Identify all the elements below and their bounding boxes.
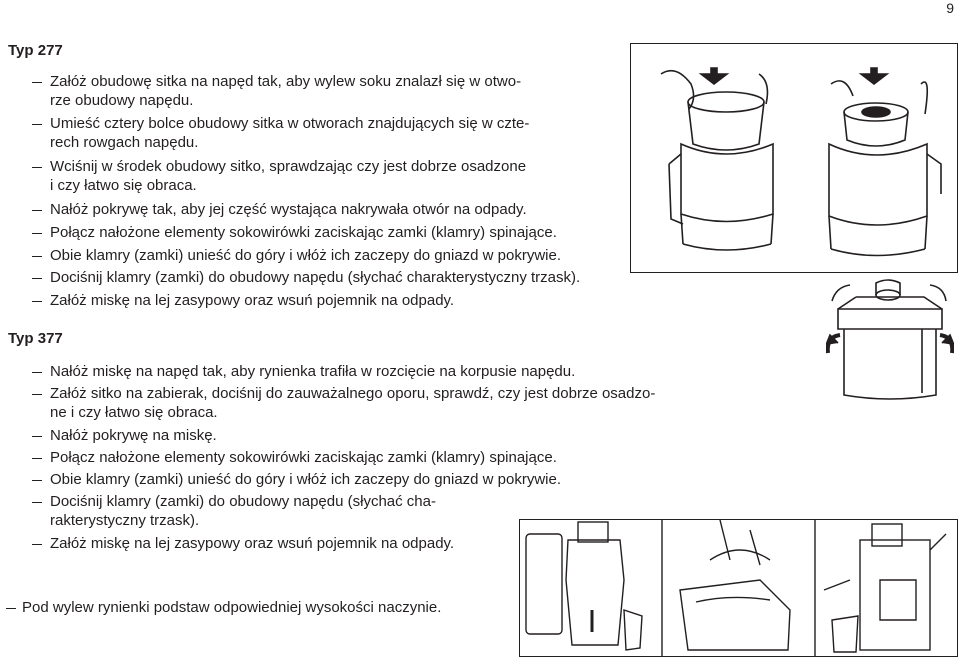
list-item-line: Połącz nałożone elementy sokowirówki zaciskając zamki (klamry) spinające. [50,224,557,241]
list-item-line: Obie klamry (zamki) unieść do góry i włóż ich zaczepy do gniazd w pokrywie. [50,247,562,264]
final-list-item: Pod wylew rynienki podstaw odpowiedniej wysokości naczynie. [22,599,442,616]
list-dash [32,82,42,83]
list-dash [32,210,42,211]
juicer-photos-illustration [520,520,957,656]
list-dash [32,167,42,168]
list-dash [32,458,42,459]
list-item-line: Nałóż pokrywę na miskę. [50,427,217,444]
list-dash [32,480,42,481]
list-item-line: Nałóż miskę na napęd tak, aby rynienka trafiła w rozcięcie na korpusie napędu. [50,363,576,380]
section-heading-typ-377: Typ 377 [8,330,63,347]
list-item-line: i czy łatwo się obraca. [50,177,197,194]
list-item-line: Załóż sitko na zabierak, dociśnij do zauważalnego oporu, sprawdź, czy jest dobrze osadzo- [50,385,656,402]
list-dash [32,544,42,545]
list-dash [32,436,42,437]
list-item-line: Wciśnij w środek obudowy sitko, sprawdzając czy jest dobrze osadzone [50,158,527,175]
juicer-assembly-illustration [631,44,957,272]
list-item-line: Dociśnij klamry (zamki) do obudowy napędu (słychać cha- [50,493,436,510]
list-item-line: Załóż miskę na lej zasypowy oraz wsuń pojemnik na odpady. [50,292,455,309]
figure-juicer-photos [519,519,958,657]
list-item-line: rech rowgach napędu. [50,134,199,151]
page-number: 9 [946,0,954,16]
list-dash [32,233,42,234]
list-item-line: Załóż obudowę sitka na napęd tak, aby wylew soku znalazł się w otwo- [50,73,522,90]
list-item-line: rakterystyczny trzask). [50,512,200,529]
list-dash [32,278,42,279]
figure-clamps [826,277,954,405]
list-item-line: Dociśnij klamry (zamki) do obudowy napędu (słychać charakterystyczny trzask). [50,269,581,286]
clamps-illustration [826,277,954,405]
list-dash [6,608,16,609]
list-dash [32,301,42,302]
list-dash [32,372,42,373]
list-item-line: ne i czy łatwo się obraca. [50,404,218,421]
section-heading-typ-277: Typ 277 [8,42,63,59]
figure-juicer-assembly [630,43,958,273]
list-item-line: Umieść cztery bolce obudowy sitka w otworach znajdujących się w czte- [50,115,530,132]
list-item-line: Nałóż pokrywę tak, aby jej część wystająca nakrywała otwór na odpady. [50,201,527,218]
list-dash [32,256,42,257]
list-item-line: Połącz nałożone elementy sokowirówki zaciskając zamki (klamry) spinające. [50,449,557,466]
list-item-line: Obie klamry (zamki) unieść do góry i włóż ich zaczepy do gniazd w pokrywie. [50,471,562,488]
list-dash [32,394,42,395]
list-item-line: Załóż miskę na lej zasypowy oraz wsuń pojemnik na odpady. [50,535,455,552]
list-item-line: rze obudowy napędu. [50,92,194,109]
list-dash [32,502,42,503]
list-dash [32,124,42,125]
